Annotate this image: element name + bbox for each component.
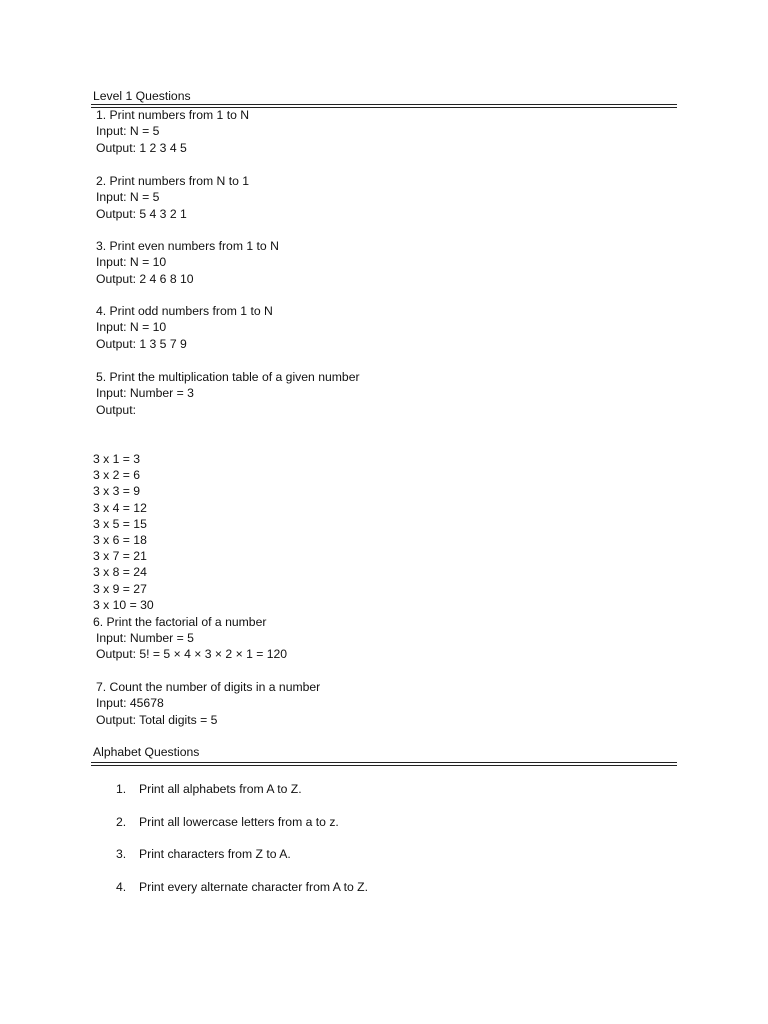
question-output: Output: 1 2 3 4 5 — [96, 140, 187, 155]
question-output: Output: 1 3 5 7 9 — [96, 336, 187, 351]
question-input: Input: N = 5 — [96, 124, 160, 139]
question-input: Input: Number = 3 — [96, 386, 194, 401]
question-input: Input: N = 10 — [96, 320, 167, 335]
question-title: 2. Print numbers from N to 1 — [96, 174, 250, 188]
question-5 — [96, 369, 360, 418]
list-item-text: Print all alphabets from A to Z. — [139, 782, 302, 796]
list-item-number: 4. — [116, 880, 127, 895]
list-item-text: Print characters from Z to A. — [139, 847, 291, 862]
question-input: Input: N = 5 — [96, 190, 160, 205]
question-1 — [96, 107, 249, 156]
table-row: 3 x 9 = 27 — [93, 581, 147, 596]
question-input: Input: 45678 — [96, 696, 164, 711]
list-item — [116, 879, 368, 912]
question-6-title: 6. Print the factorial of a number — [93, 615, 267, 629]
list-item — [116, 781, 368, 814]
question-title: 1. Print numbers from 1 to N — [96, 108, 250, 122]
multiplication-table — [93, 451, 154, 613]
list-item-text: Print every alternate character from A to Z. — [139, 880, 368, 895]
question-2 — [96, 173, 249, 222]
question-title: 3. Print even numbers from 1 to N — [96, 239, 279, 253]
question-output: Output: 2 4 6 8 10 — [96, 271, 194, 286]
level1-heading: Level 1 Questions — [93, 89, 191, 103]
table-row: 3 x 2 = 6 — [93, 468, 141, 483]
alphabet-heading: Alphabet Questions — [93, 745, 200, 759]
question-output: Output: — [96, 402, 136, 417]
list-item-number: 3. — [116, 847, 127, 862]
question-output: Output: 5 4 3 2 1 — [96, 206, 187, 221]
alphabet-heading-rule — [91, 762, 677, 766]
question-title: 5. Print the multiplication table of a given number — [96, 370, 360, 384]
question-input: Input: N = 10 — [96, 255, 167, 270]
list-item-number: 2. — [116, 814, 127, 829]
question-title: 7. Count the number of digits in a number — [96, 680, 321, 694]
table-row: 3 x 6 = 18 — [93, 532, 147, 547]
list-item-number: 1. — [116, 782, 127, 796]
table-row: 3 x 1 = 3 — [93, 452, 141, 466]
list-item-text: Print all lowercase letters from a to z. — [139, 814, 339, 829]
question-output: Output: 5! = 5 × 4 × 3 × 2 × 1 = 120 — [96, 647, 288, 662]
list-item — [116, 846, 368, 879]
question-3 — [96, 238, 279, 287]
question-4 — [96, 303, 273, 352]
table-row: 3 x 3 = 9 — [93, 484, 141, 499]
question-output: Output: Total digits = 5 — [96, 712, 218, 727]
table-row: 3 x 10 = 30 — [93, 597, 154, 612]
question-7 — [96, 679, 320, 728]
question-title: 4. Print odd numbers from 1 to N — [96, 304, 273, 318]
table-row: 3 x 5 = 15 — [93, 516, 147, 531]
question-6 — [96, 630, 287, 663]
question-input: Input: Number = 5 — [96, 631, 194, 645]
alphabet-question-list — [116, 781, 368, 912]
list-item — [116, 814, 368, 847]
table-row: 3 x 7 = 21 — [93, 549, 147, 564]
table-row: 3 x 8 = 24 — [93, 565, 147, 580]
table-row: 3 x 4 = 12 — [93, 500, 147, 515]
